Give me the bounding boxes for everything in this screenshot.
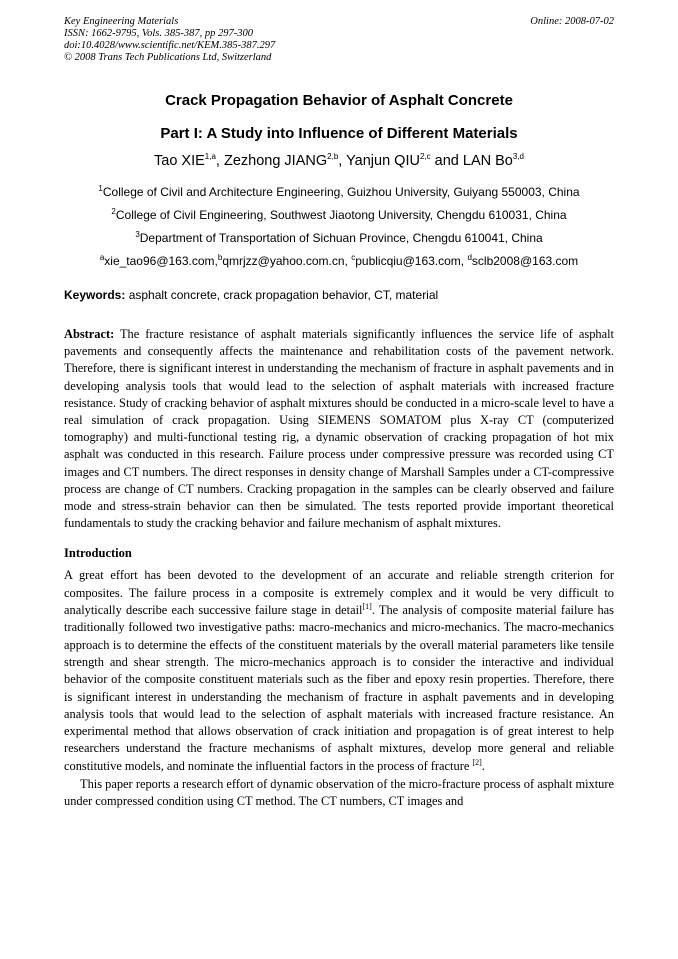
author-separator: and bbox=[430, 153, 463, 169]
author-sup: 2,c bbox=[419, 152, 431, 162]
email-sup: c bbox=[351, 253, 356, 262]
paper-subtitle: Part I: A Study into Influence of Different Materials bbox=[160, 125, 518, 142]
affiliation-text: Department of Transportation of Sichuan Province, Chengdu 610041, China bbox=[139, 231, 543, 245]
paragraph-text: . The analysis of composite material failure has traditionally followed two investigative paths: macro-mechanics and micro-mechanics. The macro-mechanics approach is to determine the effects of the constituent materials by the overall material parameters like tensile strength and shear strength. The micro-mechanics approach is to consider the interactive and individual behavior of the composite constituent materials such as the fiber and epoxy resin properties. Therefore, there is significant interest in understanding the mechanism of fracture in asphalt pavements and in developing analysis tools that would lead to the selection of asphalt materials with increased fracture resistance. An experimental method that allows observation of crack initiation and propagation is of great interest to help researchers understand the fracture mechanisms of asphalt mixtures, develop more general and reliable constitutive models, and nominate the influential factors in the process of fracture bbox=[64, 603, 614, 773]
keywords bbox=[64, 288, 614, 304]
author-name: Zezhong JIANG bbox=[223, 153, 328, 169]
affiliation-text: College of Civil Engineering, Southwest Jiaotong University, Chengdu 610031, China bbox=[115, 208, 567, 222]
copyright-line: © 2008 Trans Tech Publications Ltd, Switzerland bbox=[64, 52, 272, 63]
email-sup: d bbox=[467, 253, 472, 262]
keywords-text: asphalt concrete, crack propagation behavior, CT, material bbox=[125, 288, 439, 302]
affiliation-2 bbox=[64, 208, 614, 224]
intro-paragraph-1 bbox=[64, 567, 614, 775]
affiliation-1 bbox=[64, 185, 614, 201]
intro-paragraph-2: This paper reports a research effort of dynamic observation of the micro-fracture process of asphalt mixture under compressed condition using CT method. The CT numbers, CT images and bbox=[64, 777, 614, 809]
paragraph-text: . bbox=[481, 758, 485, 773]
section-heading-introduction: Introduction bbox=[64, 546, 132, 561]
keywords-label: Keywords: bbox=[64, 288, 126, 302]
abstract-text: The fracture resistance of asphalt materials significantly influences the service life of asphalt pavements and consequently affects the maintenance and rehabilitation costs of the pavement network. Therefore, there is significant interest in understanding the mechanism of fracture in asphalt pavements and in developing analysis tools that would lead to the selection of asphalt materials with increased fracture resistance. Study of cracking behavior of asphalt mixtures should be conducted in a micro-scale level to have a real simulation of crack propagation. Using SIEMENS SOMATOM plus X-ray CT (computerized tomography) and multi-functional testing rig, a dynamic observation of cracking propagation of hot mix asphalt was conducted in this research. Failure process under compressive pressure was recorded using CT images and CT numbers. The direct responses in density change of Marshall Samples under a CT-compressive process are change of CT numbers. Cracking propagation in the samples can be clearly observed and failure mode and stress-strain behavior can then be simulated. The tests reported provide important theoretical fundamentals to study the cracking behavior and failure mechanism of asphalt mixtures. bbox=[64, 327, 614, 531]
abstract bbox=[64, 326, 614, 532]
paragraph-text: A great effort has been devoted to the development of an accurate and reliable strength criterion for composites. The failure process in a composite is extremely complex and it would be very difficult to analytically describe each successive failure stage in detail bbox=[64, 568, 614, 618]
citation-ref: [2] bbox=[472, 757, 482, 767]
abstract-label: Abstract: bbox=[64, 327, 115, 341]
online-date: Online: 2008-07-02 bbox=[530, 16, 614, 27]
email-list bbox=[64, 254, 614, 270]
affiliation-sup: 2 bbox=[111, 207, 116, 216]
email-text: sclb2008@163.com bbox=[471, 254, 579, 268]
author-sup: 1,a bbox=[204, 152, 216, 162]
author-name: Tao XIE bbox=[154, 153, 205, 169]
author-name: LAN Bo bbox=[462, 153, 513, 169]
email-text: publicqiu@163.com, bbox=[355, 254, 468, 268]
affiliation-3 bbox=[64, 231, 614, 247]
author-separator: , bbox=[215, 153, 224, 169]
author-list bbox=[64, 153, 614, 175]
issn-line: ISSN: 1662-9795, Vols. 385-387, pp 297-300 bbox=[64, 28, 253, 39]
affiliation-text: College of Civil and Architecture Engineering, Guizhou University, Guiyang 550003, China bbox=[102, 185, 580, 199]
journal-header bbox=[64, 16, 614, 64]
author-name: Yanjun QIU bbox=[346, 153, 420, 169]
email-text: qmrjzz@yahoo.com.cn, bbox=[222, 254, 352, 268]
email-sup: b bbox=[217, 253, 223, 262]
affiliation-sup: 3 bbox=[135, 230, 140, 239]
paper-title: Crack Propagation Behavior of Asphalt Concrete bbox=[165, 92, 513, 109]
citation-ref: [1] bbox=[362, 601, 372, 611]
author-sup: 3,d bbox=[512, 152, 524, 162]
doi-line: doi:10.4028/www.scientific.net/KEM.385-387.297 bbox=[64, 40, 276, 51]
author-separator: , bbox=[338, 153, 347, 169]
journal-name: Key Engineering Materials bbox=[64, 16, 179, 27]
email-sup: a bbox=[99, 253, 105, 262]
author-sup: 2,b bbox=[327, 152, 339, 162]
email-text: xie_tao96@163.com, bbox=[104, 254, 218, 268]
affiliation-sup: 1 bbox=[98, 184, 103, 193]
